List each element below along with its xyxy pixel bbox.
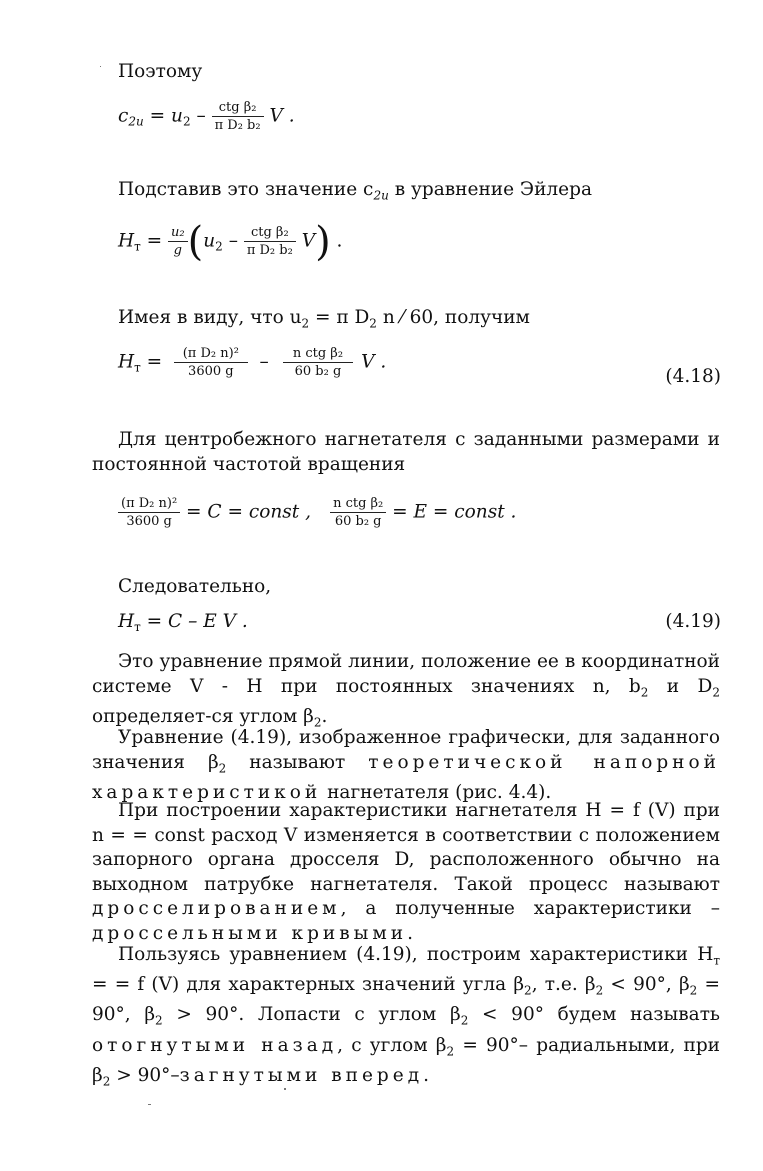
p3-c: .	[407, 922, 414, 944]
podstaviv-a: Подставив это значение c	[118, 179, 374, 200]
eq4-fraction-b	[330, 496, 386, 530]
equation-4-18	[118, 346, 386, 380]
eq4-fraction-a	[118, 496, 180, 530]
equation-euler	[118, 219, 343, 265]
eq5-lhs: H	[118, 611, 135, 632]
p4-k: .	[423, 1064, 430, 1086]
eq3-lhs: H	[118, 351, 135, 373]
p4-f: > 90°. Лопасти с углом β	[162, 1004, 461, 1026]
p4-sub-t: т	[713, 953, 720, 968]
eq2-num: ctg β₂	[250, 225, 289, 240]
eq4-tail: = E = const .	[386, 501, 517, 523]
p4-sub1: 2	[524, 983, 532, 998]
paragraph-straight-line	[92, 650, 720, 735]
p1-line2c: определяет-	[92, 705, 212, 727]
p1-line3b: .	[321, 705, 328, 727]
p4-a: Пользуясь уравнением (4.19), построим характеристики H	[118, 944, 714, 965]
p4-i: = 90°– радиальными, при β	[92, 1034, 721, 1086]
p3-term2: дроссельными кривыми	[92, 922, 408, 944]
imeya-sub1: 2	[301, 316, 310, 331]
p3-b: , а полученные характеристики –	[340, 898, 720, 919]
p2-c: нагнетателя (рис. 4.4).	[321, 781, 552, 803]
eq2-end: .	[330, 230, 343, 252]
p4-sub7: 2	[102, 1074, 111, 1089]
p1-sub-d2: 2	[712, 685, 720, 700]
p4-term2: загнутыми вперед	[179, 1064, 424, 1086]
paragraph-theoretical	[92, 726, 720, 805]
eq5-lhs-sub: т	[134, 620, 141, 635]
eq3-den2: 60 b₂ g	[283, 362, 354, 380]
p4-sub4: 2	[155, 1014, 163, 1029]
p4-term1: отогнутыми назад	[92, 1034, 338, 1056]
p1-sub-beta: 2	[313, 715, 322, 730]
equation-number-4-18: (4.18)	[665, 366, 721, 387]
p3-term1: дросселированием	[92, 898, 341, 919]
eq2-den: π D₂ b₂	[244, 241, 296, 259]
eq2-frac-den: g	[168, 241, 188, 259]
eq4-den1: 3600 g	[118, 512, 180, 530]
eq1-sub: 2	[182, 114, 191, 129]
p4-sub2: 2	[595, 983, 604, 998]
text-poetomu: Поэтому	[118, 61, 203, 82]
eq3-den1: 3600 g	[174, 362, 248, 380]
paragraph-blades	[92, 943, 720, 1094]
p1-line2b: и D	[648, 675, 713, 697]
scan-speck	[100, 66, 101, 67]
p4-sub5: 2	[460, 1014, 469, 1029]
imeya-mid: = π D	[309, 307, 370, 328]
eq5-rhs: = C – E V .	[140, 611, 248, 632]
eq2-fraction-a	[168, 225, 188, 259]
eq1-numerator: ctg β₂	[218, 100, 257, 115]
eq1-lhs-sub: 2u	[128, 114, 144, 129]
eq2-tail: V	[295, 230, 316, 252]
eq3-minus: –	[253, 351, 275, 373]
eq2-close-paren: )	[315, 219, 331, 265]
eq1-minus: –	[190, 105, 212, 127]
equation-4-19	[118, 611, 248, 634]
p4-e: = 90°, β	[92, 974, 721, 1026]
podstaviv-sub: 2u	[373, 188, 389, 203]
eq1-eq: = u	[143, 105, 183, 127]
text-imeya	[118, 306, 530, 336]
p1-line2: системе V - H при постоянных значениях n, b	[92, 675, 641, 697]
p4-j: > 90°–	[110, 1064, 180, 1086]
paragraph-throttling	[92, 799, 720, 946]
p2-a: Уравнение (4.19), изображенное графически, для заданного значения β	[92, 727, 720, 773]
p2-term: теоретической напорной характеристикой	[92, 751, 720, 803]
eq3-num1: (π D₂ n)²	[182, 346, 239, 361]
eq3-eq: =	[140, 351, 169, 373]
eq2-lhs: H	[118, 230, 135, 252]
equation-constants	[118, 496, 516, 530]
imeya-a: Имея в виду, что u	[118, 307, 302, 328]
eq2-minus: –	[222, 230, 244, 252]
text-sledovatelno: Следовательно,	[118, 576, 272, 597]
imeya-sub2: 2	[369, 316, 377, 331]
eq4-num2: n ctg β₂	[333, 496, 384, 511]
p4-sub3: 2	[689, 983, 698, 998]
p1-line3: ся углом β	[211, 705, 314, 727]
text-podstaviv	[118, 178, 592, 208]
scan-speck	[284, 1088, 286, 1090]
paragraph-centrifugal: Для центробежного нагнетателя с заданными размерами и постоянной частотой вращения	[92, 429, 720, 475]
p4-c: , т.е. β	[531, 974, 596, 996]
eq3-lhs-sub: т	[134, 360, 141, 375]
eq4-num1: (π D₂ n)²	[121, 496, 178, 511]
p3-a: При построении характеристики нагнетателя H = f (V) при n = = const расход V изменяется в соответствии с положением запорного органа дросселя D, расположенного обычно на выходном патрубке нагнетателя. Такой процесс называют	[92, 800, 720, 895]
podstaviv-end: в уравнение Эйлера	[388, 179, 592, 200]
eq4-mid: = C = const ,	[180, 501, 311, 523]
eq3-num2: n ctg β₂	[292, 346, 344, 361]
eq3-fraction-b	[283, 346, 354, 380]
p4-sub6: 2	[446, 1044, 455, 1059]
eq2-lhs-sub: т	[134, 239, 141, 254]
equation-c2u	[118, 100, 295, 134]
equation-number-4-19: (4.19)	[665, 611, 721, 632]
eq1-lhs: c	[118, 105, 129, 127]
p4-b: = = f (V) для характерных значений угла β	[92, 974, 525, 996]
eq2-in: u	[203, 230, 216, 252]
p1-line1: Это уравнение прямой линии, положение ее в координатной	[118, 651, 720, 672]
p4-g: < 90° будем называть	[468, 1004, 720, 1026]
eq3-fraction-a	[174, 346, 248, 380]
eq2-eq: =	[140, 230, 169, 252]
p2-b: называют	[226, 751, 369, 773]
p2-sub: 2	[218, 761, 227, 776]
eq2-frac-num: u₂	[171, 225, 185, 240]
scan-speck	[148, 1104, 151, 1105]
eq2-in-sub: 2	[215, 239, 223, 254]
eq3-tail: V .	[355, 351, 387, 373]
eq2-fraction-b	[244, 225, 296, 259]
eq1-denominator: π D₂ b₂	[212, 116, 264, 134]
eq1-fraction	[212, 100, 264, 134]
imeya-end: n ⁄ 60, получим	[376, 307, 530, 328]
eq2-open-paren: (	[187, 219, 204, 265]
p4-d: < 90°, β	[603, 974, 690, 996]
eq1-tail: V .	[263, 105, 295, 127]
p1-sub-b2: 2	[640, 685, 649, 700]
eq4-den2: 60 b₂ g	[330, 512, 386, 530]
p4-h: , с углом β	[337, 1034, 447, 1056]
